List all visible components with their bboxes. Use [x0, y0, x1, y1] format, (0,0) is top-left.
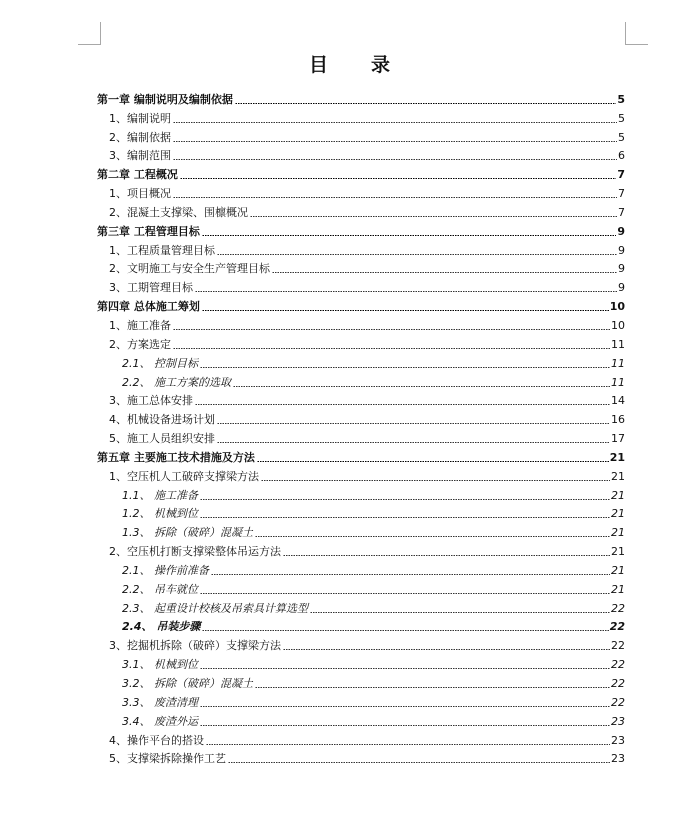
- toc-dot-leader: [195, 404, 610, 405]
- toc-page-number: 9: [618, 281, 625, 295]
- toc-title: [0, 50, 700, 77]
- toc-dot-leader: [283, 555, 610, 556]
- toc-page-number: 14: [611, 394, 625, 408]
- toc-page-number: 16: [611, 413, 625, 427]
- toc-page-number: 7: [618, 205, 625, 219]
- toc-page-number: 9: [617, 224, 625, 238]
- toc-entry-title: 2.1、 控制目标: [122, 356, 198, 370]
- toc-entry-title: 1、编制说明: [109, 111, 171, 125]
- toc-dot-leader: [202, 310, 609, 311]
- toc-dot-leader: [283, 649, 610, 650]
- toc-entry[interactable]: [97, 276, 625, 295]
- toc-entry-title: 3.1、 机械到位: [122, 658, 198, 672]
- toc-dot-leader: [200, 593, 610, 594]
- toc-entry-title: 1.3、 拆除（破碎）混凝土: [122, 526, 253, 540]
- toc-dot-leader: [235, 103, 617, 104]
- toc-entry[interactable]: [97, 540, 625, 559]
- toc-entry-title: 3、施工总体安排: [109, 394, 193, 408]
- toc-entry-title: 3、工期管理目标: [109, 281, 193, 295]
- toc-page-number: 22: [611, 658, 625, 672]
- toc-entry[interactable]: [97, 145, 625, 164]
- toc-entry[interactable]: [97, 634, 625, 653]
- toc-title-char-2: 录: [371, 54, 392, 76]
- toc-page-number: 21: [611, 488, 625, 502]
- toc-entry[interactable]: [97, 521, 625, 540]
- toc-entry-title: 2.3、 起重设计校核及吊索具计算选型: [122, 601, 308, 615]
- toc-entry-title: 5、施工人员组织安排: [109, 432, 215, 446]
- toc-chapter-entry[interactable]: [97, 220, 625, 239]
- toc-dot-leader: [173, 197, 617, 198]
- toc-entry-title: 3.2、 拆除（破碎）混凝土: [122, 677, 253, 690]
- toc-entry-title: 第五章 主要施工技术措施及方法: [97, 450, 255, 464]
- toc-entry[interactable]: [97, 352, 625, 371]
- toc-dot-leader: [200, 517, 610, 518]
- toc-entry[interactable]: [97, 710, 625, 729]
- toc-dot-leader: [200, 499, 610, 500]
- toc-dot-leader: [257, 461, 609, 462]
- toc-page-number: 17: [611, 432, 625, 446]
- toc-page-number: 5: [618, 111, 625, 125]
- toc-page-number: 23: [611, 752, 625, 766]
- toc-entry[interactable]: [97, 748, 625, 767]
- toc-page-number: 9: [618, 243, 625, 257]
- toc-page-number: 5: [618, 130, 625, 144]
- toc-dot-leader: [200, 706, 610, 707]
- toc-entry-title: 2、空压机打断支撑梁整体吊运方法: [109, 545, 281, 559]
- toc-page-number: 21: [609, 450, 625, 464]
- toc-dot-leader: [173, 159, 617, 160]
- toc-entry-title: 1、空压机人工破碎支撑梁方法: [109, 469, 259, 483]
- toc-entry[interactable]: [97, 653, 625, 672]
- toc-dot-leader: [180, 178, 617, 179]
- toc-dot-leader: [173, 348, 610, 349]
- toc-title-char-1: 目: [308, 54, 329, 76]
- toc-chapter-entry[interactable]: [97, 295, 625, 314]
- toc-page-number: 7: [618, 187, 625, 201]
- toc-page-number: 21: [611, 545, 625, 559]
- toc-entry-title: 1、施工准备: [109, 318, 171, 332]
- toc-entry[interactable]: [97, 371, 625, 390]
- toc-entry[interactable]: [97, 672, 625, 691]
- toc-page-number: 21: [611, 582, 625, 596]
- toc-dot-leader: [272, 272, 617, 273]
- toc-dot-leader: [255, 687, 610, 688]
- toc-page-number: 9: [618, 262, 625, 276]
- toc-entry-title: 1、项目概况: [109, 187, 171, 201]
- toc-page-number: 5: [617, 92, 625, 106]
- toc-page-number: 21: [611, 526, 625, 540]
- toc-entry-title: 2.2、 吊车就位: [122, 582, 198, 596]
- toc-entry-title: 第一章 编制说明及编制依据: [97, 92, 233, 106]
- toc-entry[interactable]: [97, 314, 625, 333]
- toc-chapter-entry[interactable]: [97, 446, 625, 465]
- toc-dot-leader: [255, 536, 610, 537]
- toc-entry-title: 1.2、 机械到位: [122, 507, 198, 521]
- table-of-contents: [97, 88, 625, 766]
- toc-entry-title: 2、混凝土支撑梁、围檩概况: [109, 205, 248, 219]
- toc-entry[interactable]: [97, 616, 625, 635]
- toc-dot-leader: [250, 216, 617, 217]
- toc-dot-leader: [200, 367, 610, 368]
- toc-page-number: 11: [611, 356, 625, 370]
- toc-entry[interactable]: [97, 691, 625, 710]
- toc-entry-title: 2、编制依据: [109, 130, 171, 144]
- toc-chapter-entry[interactable]: [97, 88, 625, 107]
- toc-dot-leader: [200, 668, 610, 669]
- toc-entry[interactable]: [97, 333, 625, 352]
- toc-page-number: 21: [611, 469, 625, 483]
- toc-entry-title: 2.4、 吊装步骤: [122, 620, 201, 634]
- toc-page-number: 23: [611, 714, 625, 728]
- toc-entry[interactable]: [97, 559, 625, 578]
- toc-page-number: 22: [611, 639, 625, 653]
- toc-chapter-entry[interactable]: [97, 163, 625, 182]
- toc-entry[interactable]: [97, 597, 625, 616]
- toc-dot-leader: [202, 235, 617, 236]
- toc-page-number: 22: [611, 601, 625, 615]
- toc-dot-leader: [202, 630, 608, 631]
- toc-page-number: 11: [611, 337, 625, 351]
- toc-dot-leader: [228, 762, 610, 763]
- toc-entry[interactable]: [97, 258, 625, 277]
- toc-page-number: 21: [611, 563, 625, 577]
- toc-dot-leader: [217, 423, 610, 424]
- toc-entry-title: 第四章 总体施工筹划: [97, 300, 200, 314]
- toc-entry[interactable]: [97, 729, 625, 748]
- toc-dot-leader: [310, 612, 610, 613]
- toc-dot-leader: [173, 329, 610, 330]
- toc-dot-leader: [261, 480, 610, 481]
- toc-page-number: 6: [618, 149, 625, 163]
- toc-entry[interactable]: [97, 578, 625, 597]
- page-corner-mark-top-right: [625, 22, 648, 45]
- toc-entry-title: 3.4、 废渣外运: [122, 714, 198, 728]
- toc-entry[interactable]: [97, 427, 625, 446]
- toc-entry-title: 2、文明施工与安全生产管理目标: [109, 262, 270, 276]
- toc-dot-leader: [233, 386, 610, 387]
- toc-dot-leader: [211, 574, 610, 575]
- toc-dot-leader: [206, 744, 610, 745]
- toc-entry[interactable]: [97, 503, 625, 522]
- toc-dot-leader: [195, 291, 617, 292]
- toc-entry[interactable]: [97, 484, 625, 503]
- toc-entry-title: 4、机械设备进场计划: [109, 413, 215, 427]
- toc-entry-title: 1.1、 施工准备: [122, 488, 198, 502]
- toc-entry[interactable]: [97, 239, 625, 258]
- toc-page-number: 10: [609, 300, 625, 314]
- toc-page-number: 7: [617, 168, 625, 182]
- toc-entry[interactable]: [97, 182, 625, 201]
- toc-entry[interactable]: [97, 126, 625, 145]
- toc-entry[interactable]: [97, 201, 625, 220]
- toc-entry-title: 3、编制范围: [109, 149, 171, 163]
- toc-entry-title: 5、支撑梁拆除操作工艺: [109, 752, 226, 766]
- toc-entry-title: 第三章 工程管理目标: [97, 224, 200, 238]
- toc-dot-leader: [217, 254, 617, 255]
- page-corner-mark-top-left: [78, 22, 101, 45]
- toc-entry[interactable]: [97, 408, 625, 427]
- toc-page-number: 21: [611, 507, 625, 521]
- toc-page-number: 22: [611, 695, 625, 709]
- toc-page-number: 11: [611, 375, 625, 389]
- toc-entry-title: 3、挖掘机拆除（破碎）支撑梁方法: [109, 639, 281, 653]
- toc-dot-leader: [173, 122, 617, 123]
- toc-entry-title: 2、方案选定: [109, 337, 171, 351]
- toc-page-number: 10: [611, 318, 625, 332]
- toc-entry-title: 2.1、 操作前准备: [122, 563, 209, 577]
- toc-dot-leader: [217, 442, 610, 443]
- toc-entry[interactable]: [97, 465, 625, 484]
- toc-entry-title: 4、操作平台的搭设: [109, 733, 204, 747]
- toc-entry-title: 第二章 工程概况: [97, 168, 178, 182]
- toc-entry-title: 1、工程质量管理目标: [109, 243, 215, 257]
- toc-page-number: 22: [611, 677, 625, 690]
- toc-entry[interactable]: [97, 107, 625, 126]
- toc-dot-leader: [173, 141, 617, 142]
- toc-page-number: 23: [611, 733, 625, 747]
- toc-dot-leader: [200, 725, 610, 726]
- toc-page-number: 22: [609, 620, 625, 634]
- toc-entry-title: 2.2、 施工方案的选取: [122, 375, 231, 389]
- toc-entry-title: 3.3、 废渣清理: [122, 695, 198, 709]
- toc-entry[interactable]: [97, 390, 625, 409]
